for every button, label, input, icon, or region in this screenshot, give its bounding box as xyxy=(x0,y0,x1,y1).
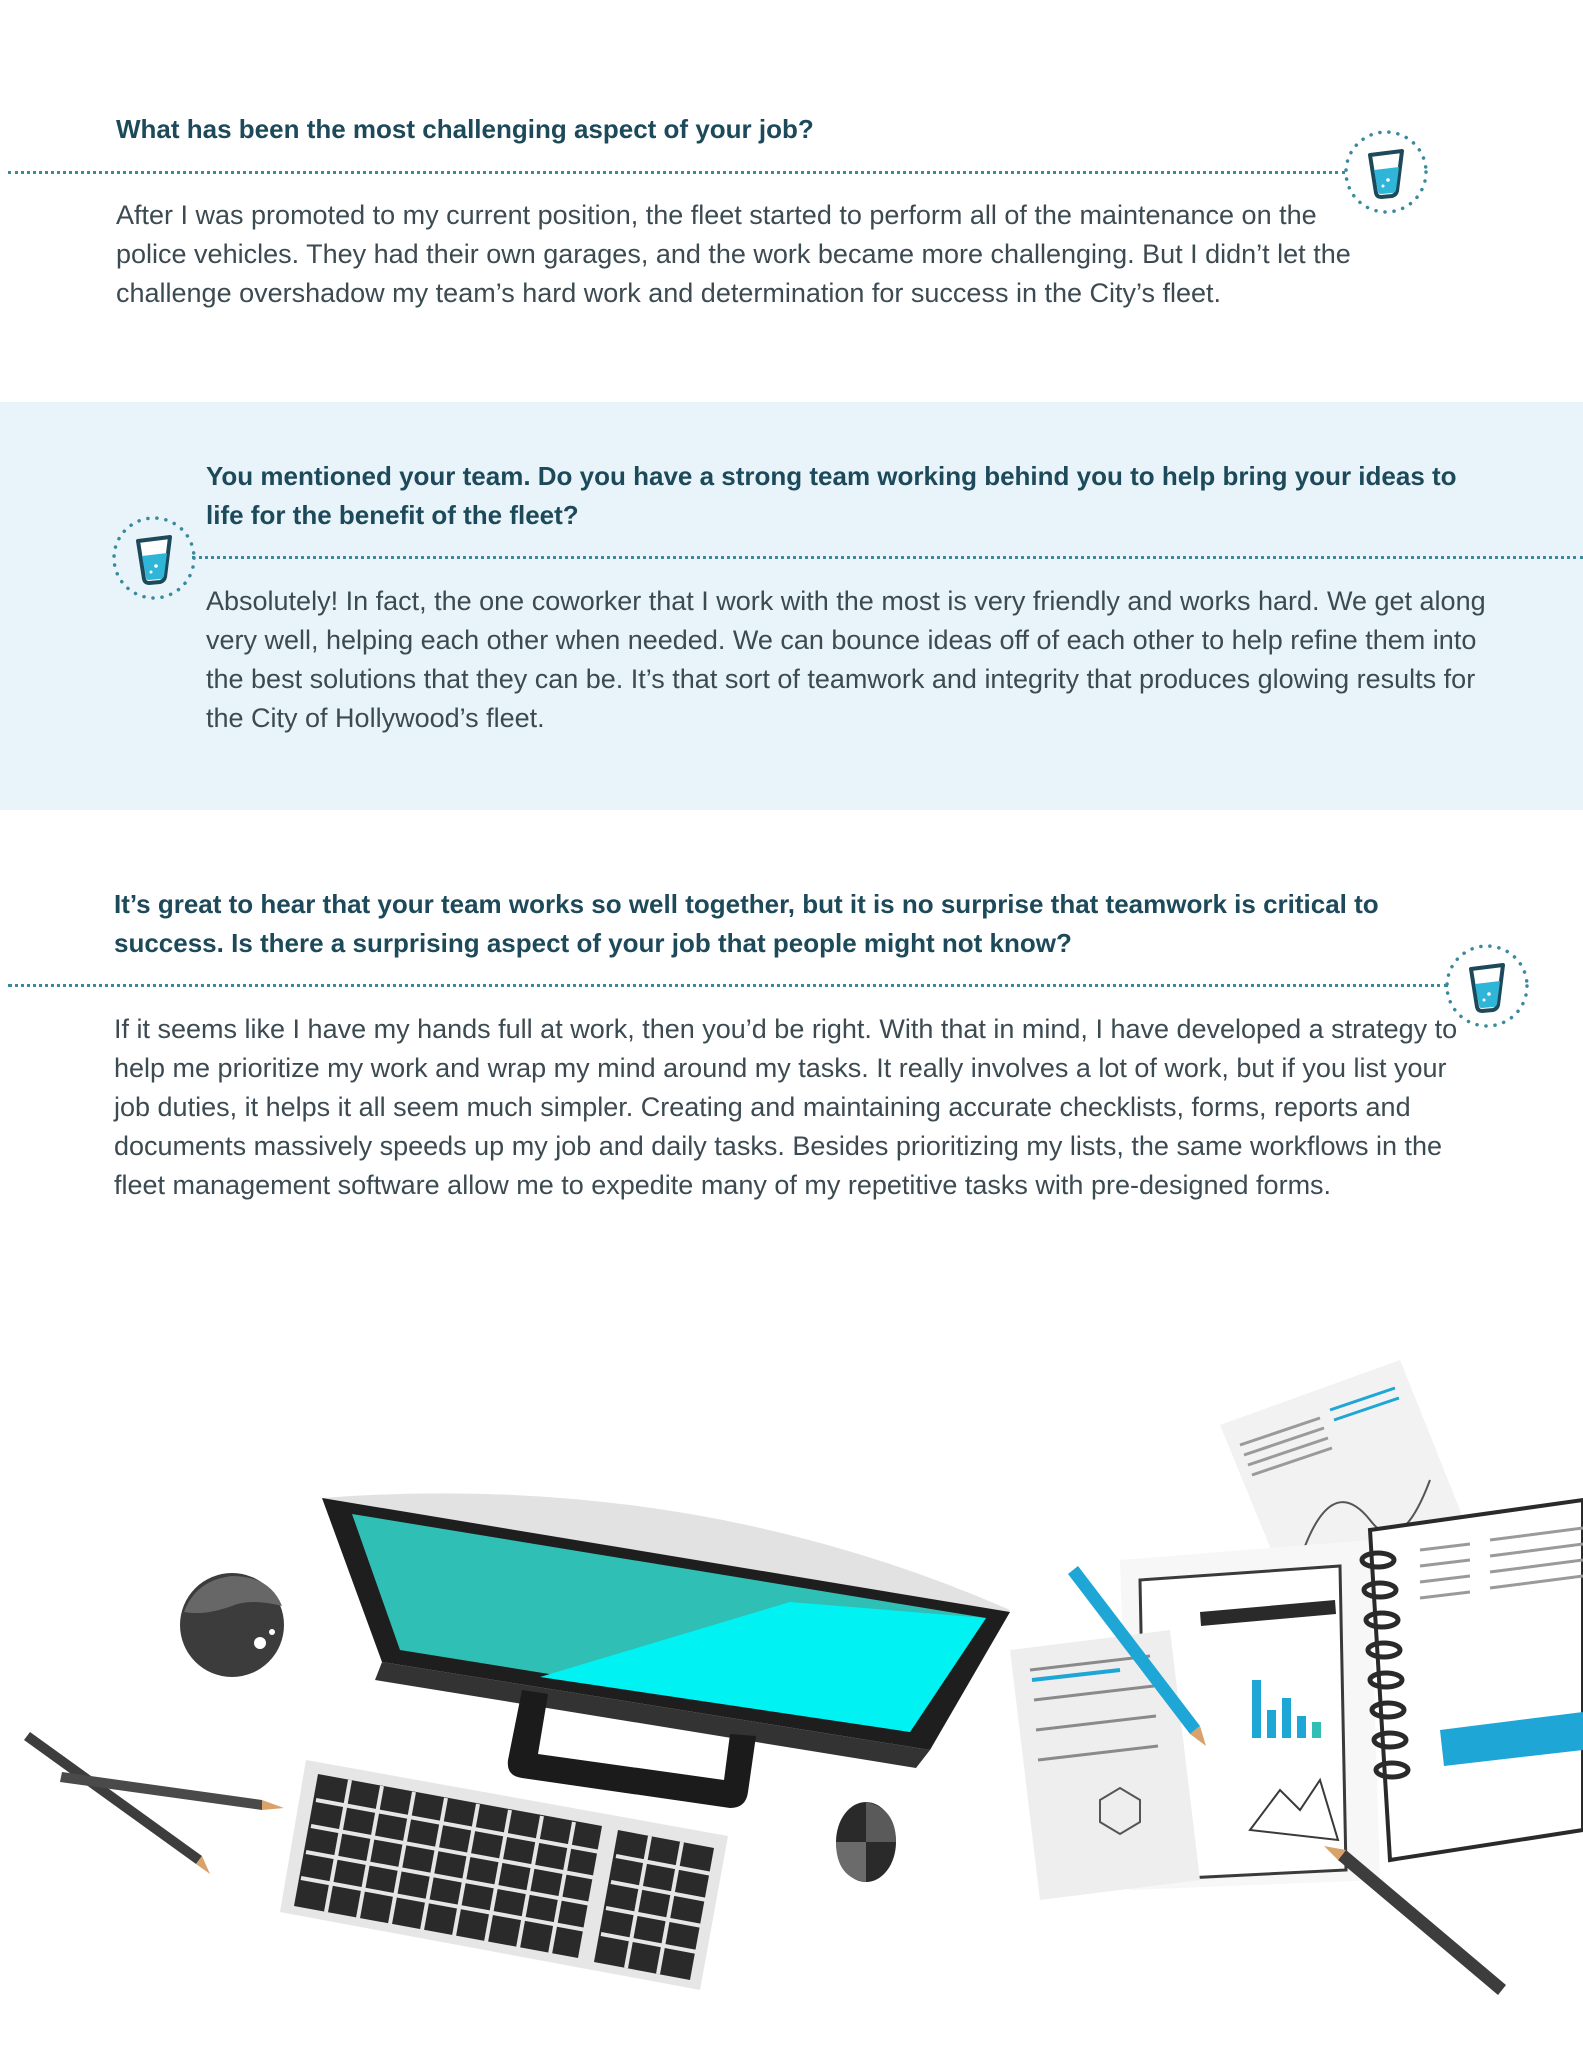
documents-illustration xyxy=(1010,1360,1583,1900)
answer-2-paragraph: Absolutely! In fact, the one coworker that I work with the most is very friendly and works hard. We get along very well, helping each other when needed. We can bounce ideas off of each other to help refine them into the best solutions that they can be. It’s that sort of teamwork and integrity that produces glowing results for the City of Hollywood’s fleet. xyxy=(206,586,1486,733)
dotted-divider-2 xyxy=(192,556,1583,559)
question-1-heading: What has been the most challenging aspect of your job? xyxy=(116,114,814,144)
question-2-heading: You mentioned your team. Do you have a strong team working behind you to help bring your ideas to life for the benefit of the fleet? xyxy=(206,461,1457,530)
dotted-divider-3 xyxy=(8,984,1448,987)
answer-1-paragraph: After I was promoted to my current position, the fleet started to perform all of the maintenance on the police vehicles. They had their own garages, and the work became more challenging. But I didn’t let the challenge overshadow my team’s hard work and determination for success in the City’s fleet. xyxy=(116,200,1351,308)
mouse-icon xyxy=(836,1802,896,1882)
pencil-icon xyxy=(24,1732,284,1874)
answer-3-paragraph: If it seems like I have my hands full at work, then you’d be right. With that in mind, I have developed a strategy to help me prioritize my work and wrap my mind around my tasks. It really involves a lot of work, but if you list your job duties, it helps it all seem much simpler. Creating and maintaining accurate checklists, forms, reports and documents massively speeds up my job and daily tasks. Besides prioritizing my lists, the same workflows in the fleet management software allow me to expedite many of my repetitive tasks with pre-designed forms. xyxy=(114,1014,1458,1200)
question-3-heading: It’s great to hear that your team works so well together, but it is no surprise that teamwork is critical to success. Is there a surprising aspect of your job that people might not know? xyxy=(114,889,1379,958)
ball-icon xyxy=(180,1573,284,1677)
desk-workspace-illustration xyxy=(0,1340,1583,2048)
monitor-icon xyxy=(322,1493,1010,1808)
dotted-divider-1 xyxy=(8,171,1345,174)
pencil-icon xyxy=(1324,1846,1506,1995)
water-glass-icon xyxy=(104,508,204,608)
